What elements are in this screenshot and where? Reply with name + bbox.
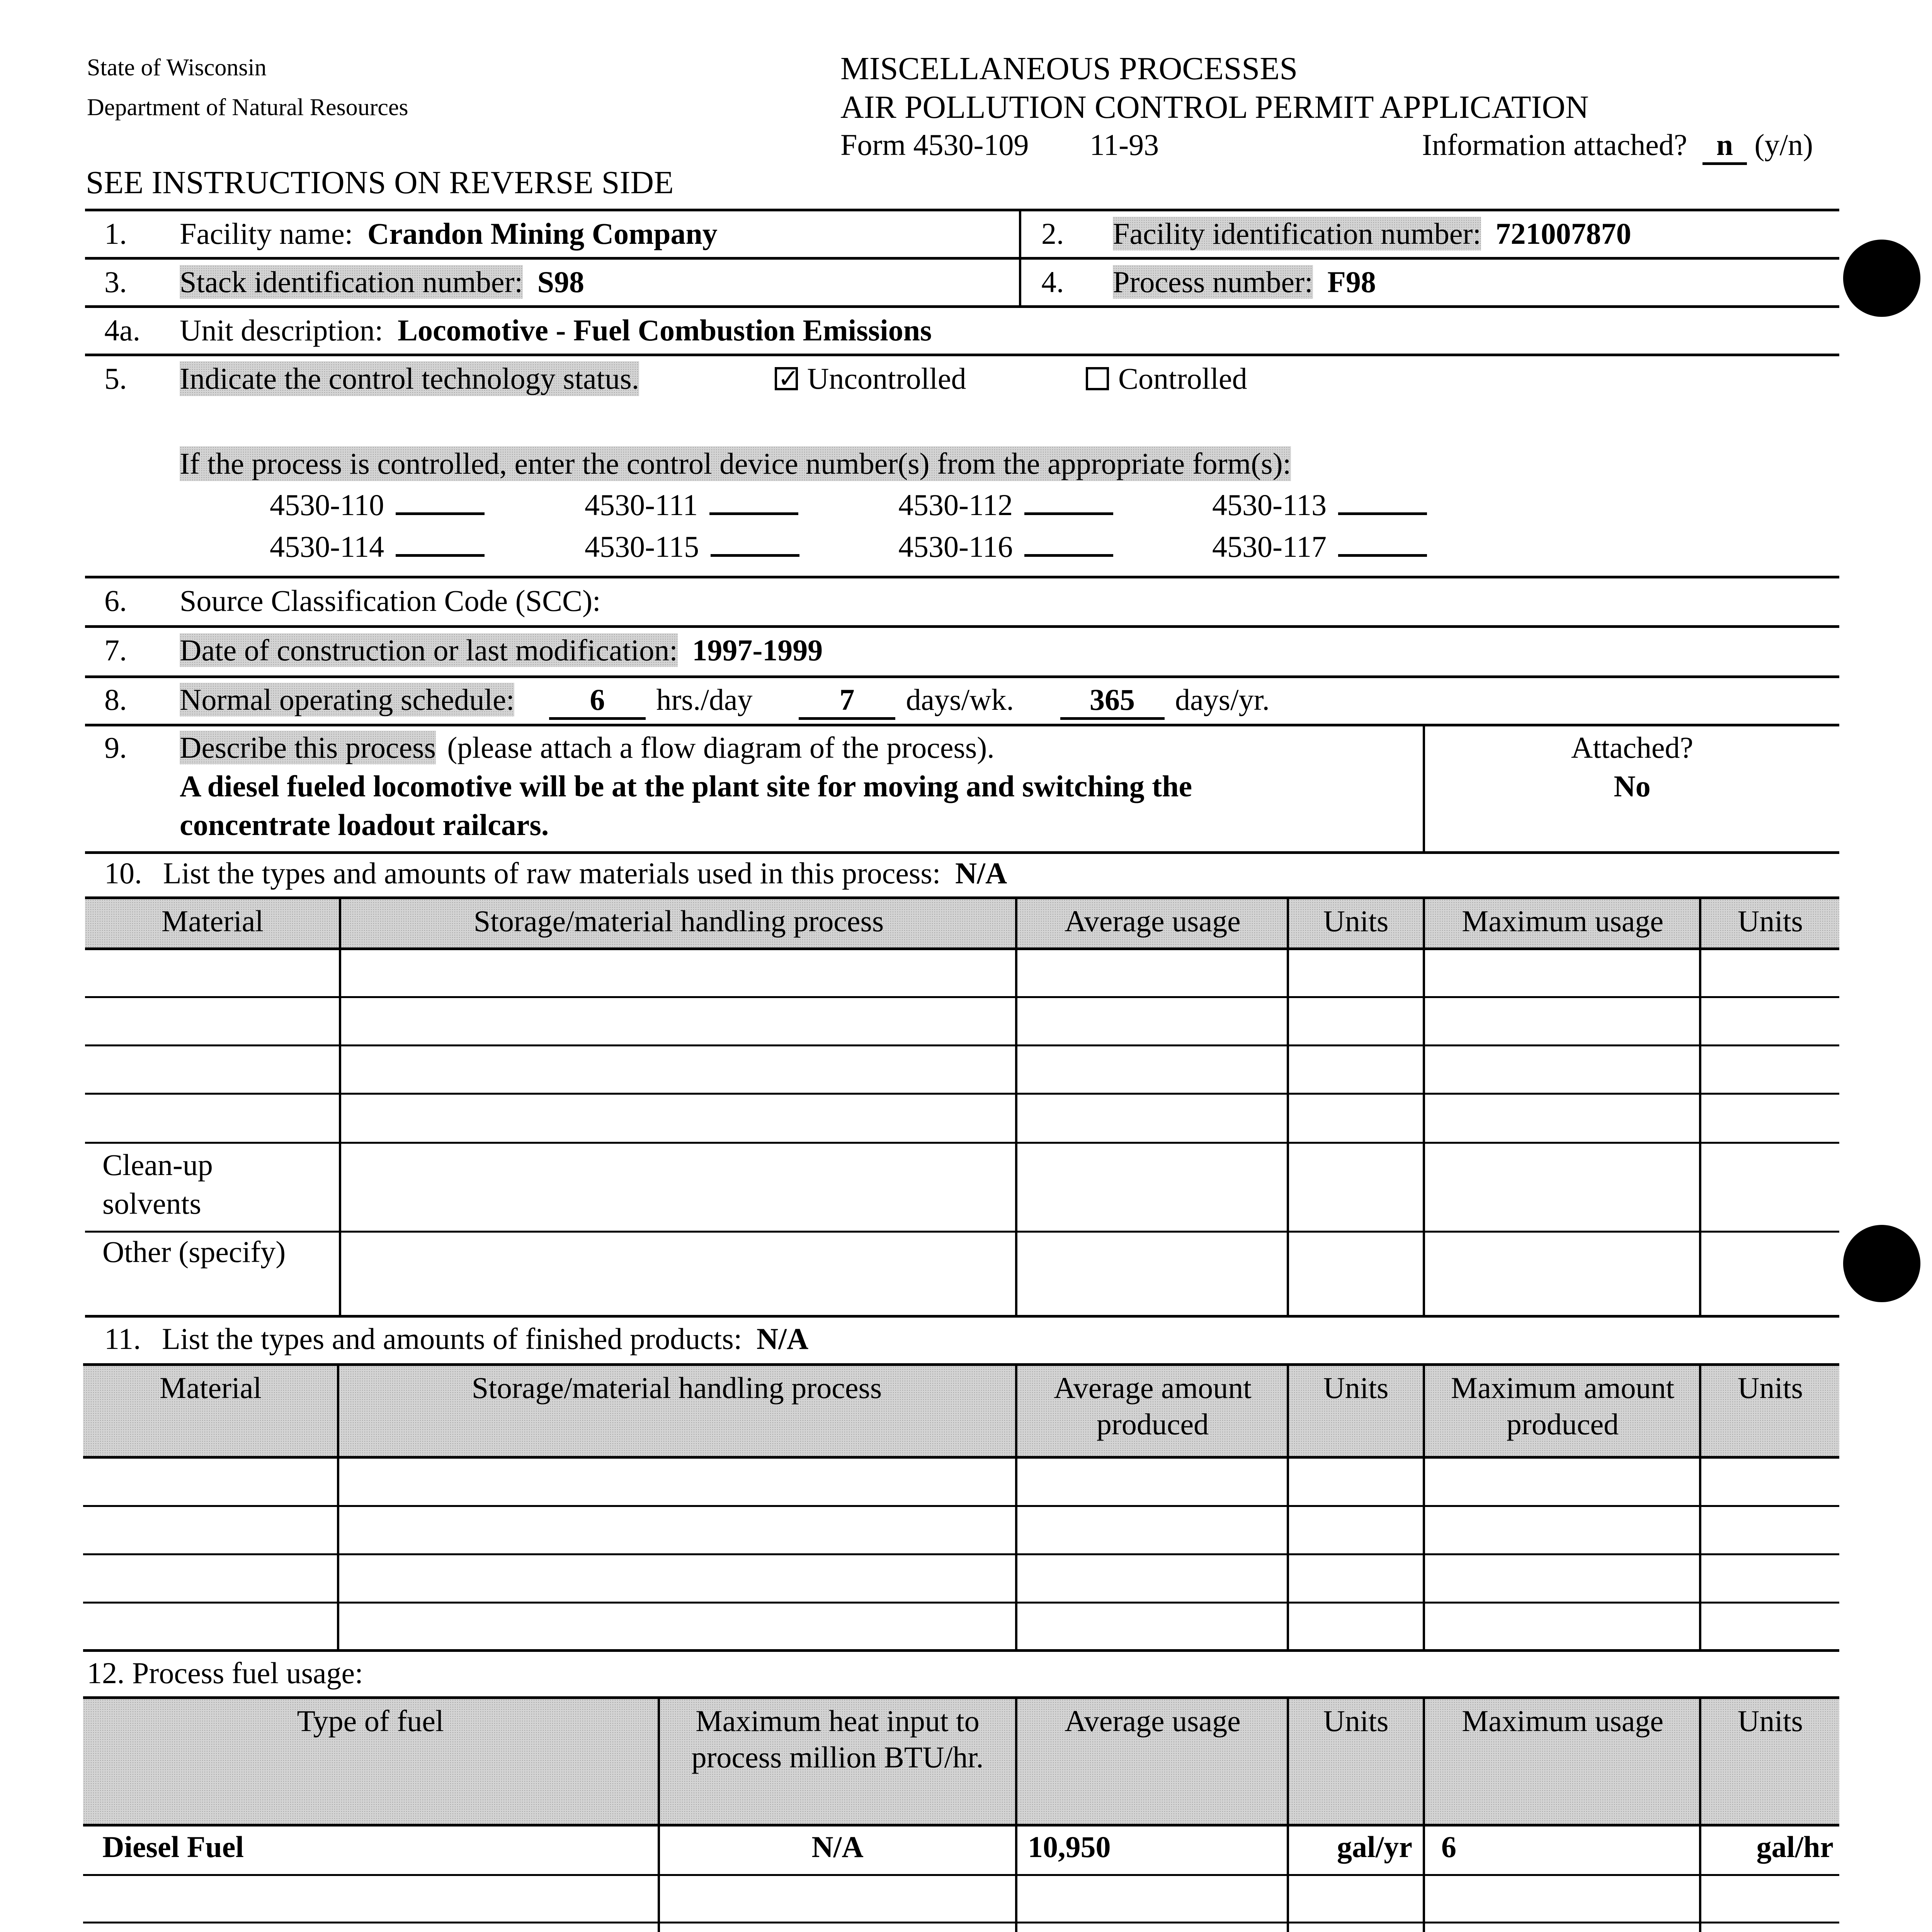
rule — [83, 1874, 1839, 1876]
describe-note: (please attach a flow diagram of the process). — [447, 731, 995, 764]
rule — [1423, 1699, 1425, 1932]
control-device-blank — [396, 531, 485, 557]
raw-materials-heading-text: List the types and amounts of raw materials used in this process: — [163, 856, 941, 890]
rule — [1287, 1699, 1289, 1932]
rule — [83, 1602, 1839, 1604]
operating-schedule — [180, 682, 1270, 720]
unit-desc-value: Locomotive - Fuel Combustion Emissions — [397, 313, 932, 347]
col-max-heat-input: Maximum heat input to process million BTU/hr. — [691, 1704, 984, 1774]
controlled-option — [1086, 361, 1247, 396]
unit-description — [180, 313, 932, 348]
rule — [1287, 899, 1289, 1316]
item-number: 3. — [104, 265, 127, 299]
control-device-blank — [1338, 531, 1427, 557]
rule — [1015, 1366, 1017, 1650]
rule — [85, 354, 1839, 356]
rule — [83, 1363, 1839, 1366]
control-device-prompt: If the process is controlled, enter the control device number(s) from the appropriate form(s): — [180, 447, 1291, 480]
col-maximum-usage: Maximum usage — [1461, 904, 1664, 938]
rule — [85, 1315, 1839, 1318]
rule — [85, 1044, 1839, 1046]
rule — [85, 625, 1839, 628]
rule — [85, 257, 1839, 260]
describe-label: Describe this process — [180, 731, 436, 764]
col-units: Units — [1737, 1371, 1803, 1405]
rule — [1423, 1366, 1425, 1650]
stack-id-value: S98 — [537, 265, 584, 299]
col-units: Units — [1323, 1371, 1389, 1405]
rule — [1699, 1366, 1701, 1650]
agency-line-2: Department of Natural Resources — [87, 94, 408, 121]
instructions-note: SEE INSTRUCTIONS ON REVERSE SIDE — [86, 165, 674, 201]
rule — [1287, 1366, 1289, 1650]
rule — [1699, 1699, 1701, 1932]
uncontrolled-label: Uncontrolled — [807, 362, 966, 395]
item-number: 4. — [1041, 265, 1064, 299]
describe-text-line-2: concentrate loadout railcars. — [180, 808, 549, 842]
control-form-4530-112: 4530-112 — [898, 488, 1113, 522]
hrs-per-day-value: 6 — [549, 682, 646, 720]
fuel-type: Diesel Fuel — [102, 1830, 244, 1864]
item-number: 8. — [104, 683, 127, 716]
process-number — [1113, 265, 1376, 299]
col-maximum-usage: Maximum usage — [1461, 1704, 1664, 1738]
form-number: Form 4530-109 — [840, 128, 1029, 162]
stack-id-label: Stack identification number: — [180, 265, 523, 299]
products-heading-text: List the types and amounts of finished products: — [162, 1322, 742, 1355]
raw-materials-heading — [104, 856, 1007, 891]
col-units: Units — [1323, 1704, 1389, 1738]
fuel-heading: 12. Process fuel usage: — [87, 1656, 363, 1690]
uncontrolled-option — [775, 361, 966, 396]
control-form-4530-110: 4530-110 — [270, 488, 485, 522]
stack-id — [180, 265, 584, 299]
rule — [85, 851, 1839, 854]
col-storage-process: Storage/material handling process — [473, 904, 884, 938]
item-number: 1. — [104, 217, 127, 250]
facility-id-value: 721007870 — [1495, 217, 1631, 250]
cleanup-solvents-line-1: Clean-up — [102, 1148, 213, 1182]
control-device-blank — [1024, 489, 1113, 515]
information-attached — [1422, 128, 1813, 165]
punch-hole-middle — [1843, 1225, 1920, 1302]
process-number-value: F98 — [1327, 265, 1376, 299]
rule — [85, 996, 1839, 998]
cleanup-solvents-line-2: solvents — [102, 1187, 201, 1220]
fuel-average-units: gal/yr — [1337, 1830, 1412, 1864]
punch-hole-top — [1843, 240, 1920, 317]
rule — [85, 1231, 1839, 1233]
products-heading — [104, 1321, 808, 1356]
col-storage-process: Storage/material handling process — [471, 1371, 882, 1405]
controlled-checkbox — [1086, 367, 1109, 390]
col-units: Units — [1323, 904, 1389, 938]
info-attached-label: Information attached? — [1422, 128, 1687, 162]
col-average-usage: Average usage — [1065, 1704, 1241, 1738]
check-icon: ✓ — [778, 364, 799, 393]
rule — [85, 675, 1839, 678]
rule — [83, 1922, 1839, 1923]
info-attached-value: n — [1702, 128, 1747, 165]
rule — [85, 724, 1839, 726]
control-form-4530-116: 4530-116 — [898, 529, 1113, 564]
rule — [85, 1093, 1839, 1095]
item-number: 2. — [1041, 217, 1064, 250]
describe-text-line-1: A diesel fueled locomotive will be at the plant site for moving and switching the — [180, 769, 1192, 803]
construction-date-value: 1997-1999 — [692, 633, 823, 667]
item-number: 7. — [104, 633, 127, 667]
process-number-label: Process number: — [1113, 265, 1313, 299]
fuel-average-usage: 10,950 — [1028, 1830, 1111, 1864]
form-date: 11-93 — [1090, 128, 1159, 162]
rule — [1015, 1699, 1017, 1932]
col-units: Units — [1737, 904, 1803, 938]
info-attached-yn: (y/n) — [1754, 128, 1813, 162]
raw-materials-heading-value: N/A — [955, 856, 1007, 890]
rule — [83, 1553, 1839, 1555]
products-heading-value: N/A — [756, 1322, 809, 1355]
form-title-2: AIR POLLUTION CONTROL PERMIT APPLICATION — [840, 89, 1589, 125]
col-maximum-amount: Maximum amount produced — [1451, 1371, 1675, 1441]
rule — [83, 1505, 1839, 1507]
facility-name-value: Crandon Mining Company — [367, 217, 718, 250]
rule — [85, 305, 1839, 308]
describe-attached-label: Attached? — [1571, 731, 1694, 764]
rule — [85, 896, 1839, 899]
scc-label: Source Classification Code (SCC): — [180, 584, 601, 617]
construction-date-label: Date of construction or last modification: — [180, 633, 678, 667]
rule — [85, 947, 1839, 950]
control-device-blank — [709, 489, 798, 515]
rule — [83, 1824, 1839, 1827]
rule — [339, 899, 341, 1316]
rule — [85, 1142, 1839, 1144]
rule — [85, 576, 1839, 578]
control-form-4530-114: 4530-114 — [270, 529, 485, 564]
col-material: Material — [161, 904, 264, 938]
agency-line-1: State of Wisconsin — [87, 54, 267, 81]
hrs-unit: hrs./day — [656, 683, 753, 716]
uncontrolled-checkbox — [775, 364, 799, 393]
control-form-4530-113: 4530-113 — [1212, 488, 1427, 522]
rule — [83, 1456, 1839, 1459]
rule — [85, 209, 1839, 211]
rule — [1423, 899, 1425, 1316]
facility-name — [180, 216, 718, 251]
rule — [658, 1699, 660, 1932]
days-wk-unit: days/wk. — [906, 683, 1014, 716]
facility-name-label: Facility name: — [180, 217, 353, 250]
days-per-week-value: 7 — [799, 682, 895, 720]
col-material: Material — [159, 1371, 262, 1405]
other-specify: Other (specify) — [102, 1235, 286, 1269]
unit-desc-label: Unit description: — [180, 313, 383, 347]
facility-id-label: Facility identification number: — [1113, 217, 1481, 250]
construction-date — [180, 633, 823, 668]
control-form-4530-111: 4530-111 — [585, 488, 798, 522]
rule — [83, 1696, 1839, 1699]
rule — [1019, 209, 1021, 307]
fuel-heat-input: N/A — [811, 1830, 864, 1864]
describe-attached-value: No — [1614, 769, 1651, 803]
control-device-blank — [1024, 531, 1113, 557]
control-device-blank — [1338, 489, 1427, 515]
control-device-blank — [711, 531, 799, 557]
form-title-1: MISCELLANEOUS PROCESSES — [840, 51, 1298, 87]
col-units: Units — [1737, 1704, 1803, 1738]
col-average-amount: Average amount produced — [1054, 1371, 1252, 1441]
days-yr-unit: days/yr. — [1175, 683, 1270, 716]
facility-id — [1113, 216, 1631, 251]
section-number: 10. — [104, 856, 142, 890]
controlled-label: Controlled — [1118, 362, 1247, 395]
control-status-label: Indicate the control technology status. — [180, 362, 639, 395]
rule — [83, 1649, 1839, 1652]
rule — [1015, 899, 1017, 1316]
fuel-maximum-usage: 6 — [1441, 1830, 1456, 1864]
item-number: 9. — [104, 731, 127, 764]
describe-process — [180, 730, 995, 765]
control-form-4530-117: 4530-117 — [1212, 529, 1427, 564]
col-average-usage: Average usage — [1065, 904, 1241, 938]
rule — [1699, 899, 1701, 1316]
item-number: 6. — [104, 584, 127, 617]
schedule-label: Normal operating schedule: — [180, 683, 515, 716]
item-number: 5. — [104, 362, 127, 395]
control-form-4530-115: 4530-115 — [585, 529, 799, 564]
section-number: 11. — [104, 1322, 141, 1355]
rule — [337, 1366, 339, 1650]
item-number: 4a. — [104, 313, 141, 347]
control-device-blank — [396, 489, 485, 515]
days-per-year-value: 365 — [1060, 682, 1165, 720]
fuel-maximum-units: gal/hr — [1756, 1830, 1833, 1864]
col-type-of-fuel: Type of fuel — [297, 1704, 444, 1738]
